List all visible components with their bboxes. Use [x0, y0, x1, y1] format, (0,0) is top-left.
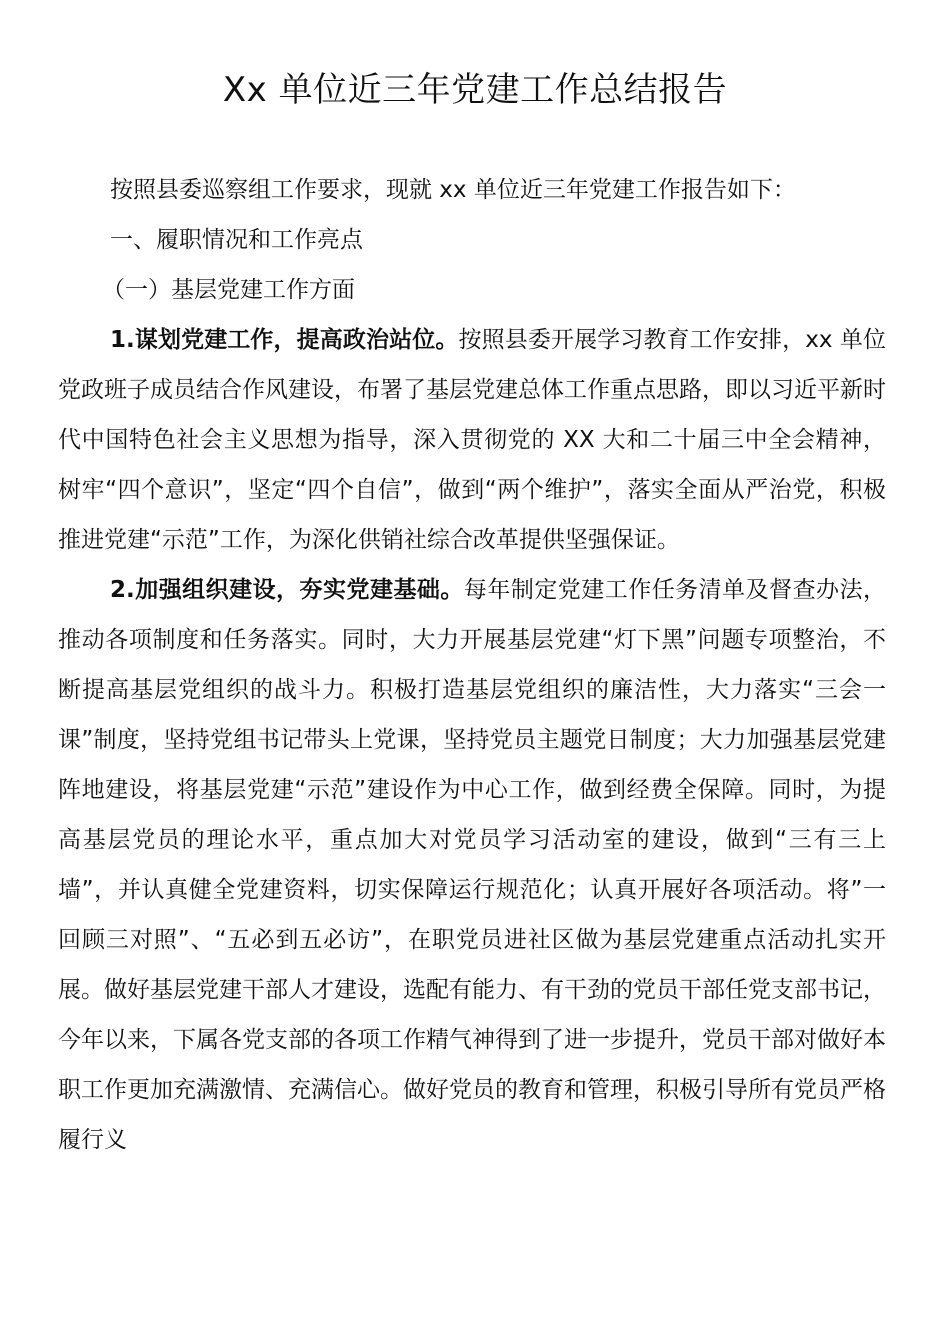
subsection-heading: （一）基层党建工作方面 — [102, 277, 355, 303]
paragraph-1-lead: 1.谋划党建工作，提高政治站位。 — [110, 327, 459, 353]
paragraph-1-text: 按照县委开展学习教育工作安排，xx 单位党政班子成员结合作风建设，布署了基层党建总体工作重点思路，即以习近平新时代中国特色社会主义思想为指导，深入贯彻党的 XX 大和二十届三中全会精神，树牢“四个意识”，坚定“四个自信”，做到“两个维护”，落实全面从严治党，积极推进党建“示范”工作，为深化供销社综合改革提供坚强保证。 — [58, 327, 886, 553]
paragraph-2-lead: 2.加强组织建设，夯实党建基础。 — [110, 577, 464, 603]
intro-paragraph: 按照县委巡察组工作要求，现就 xx 单位近三年党建工作报告如下： — [110, 177, 796, 203]
paragraph-1 — [58, 315, 886, 565]
paragraph-2-text: 每年制定党建工作任务清单及督查办法，推动各项制度和任务落实。同时，大力开展基层党建“灯下黑”问题专项整治，不断提高基层党组织的战斗力。积极打造基层党组织的廉洁性，大力落实“三会一课”制度，坚持党组书记带头上党课，坚持党员主题党日制度；大力加强基层党建阵地建设，将基层党建“示范”建设作为中心工作，做到经费全保障。同时，为提高基层党员的理论水平，重点加大对党员学习活动室的建设，做到“三有三上墙”，并认真健全党建资料，切实保障运行规范化；认真开展好各项活动。将”一回顾三对照”、“五必到五必访”，在职党员进社区做为基层党建重点活动扎实开展。做好基层党建干部人才建设，选配有能力、有干劲的党员干部任党支部书记，今年以来，下属各党支部的各项工作精气神得到了进一步提升，党员干部对做好本职工作更加充满激情、充满信心。做好党员的教育和管理，积极引导所有党员严格履行义 — [58, 577, 886, 1153]
paragraph-2 — [58, 565, 886, 1165]
document-title: Xx 单位近三年党建工作总结报告 — [222, 70, 728, 110]
document-body — [58, 165, 886, 1165]
section-heading: 一、履职情况和工作亮点 — [110, 227, 363, 253]
